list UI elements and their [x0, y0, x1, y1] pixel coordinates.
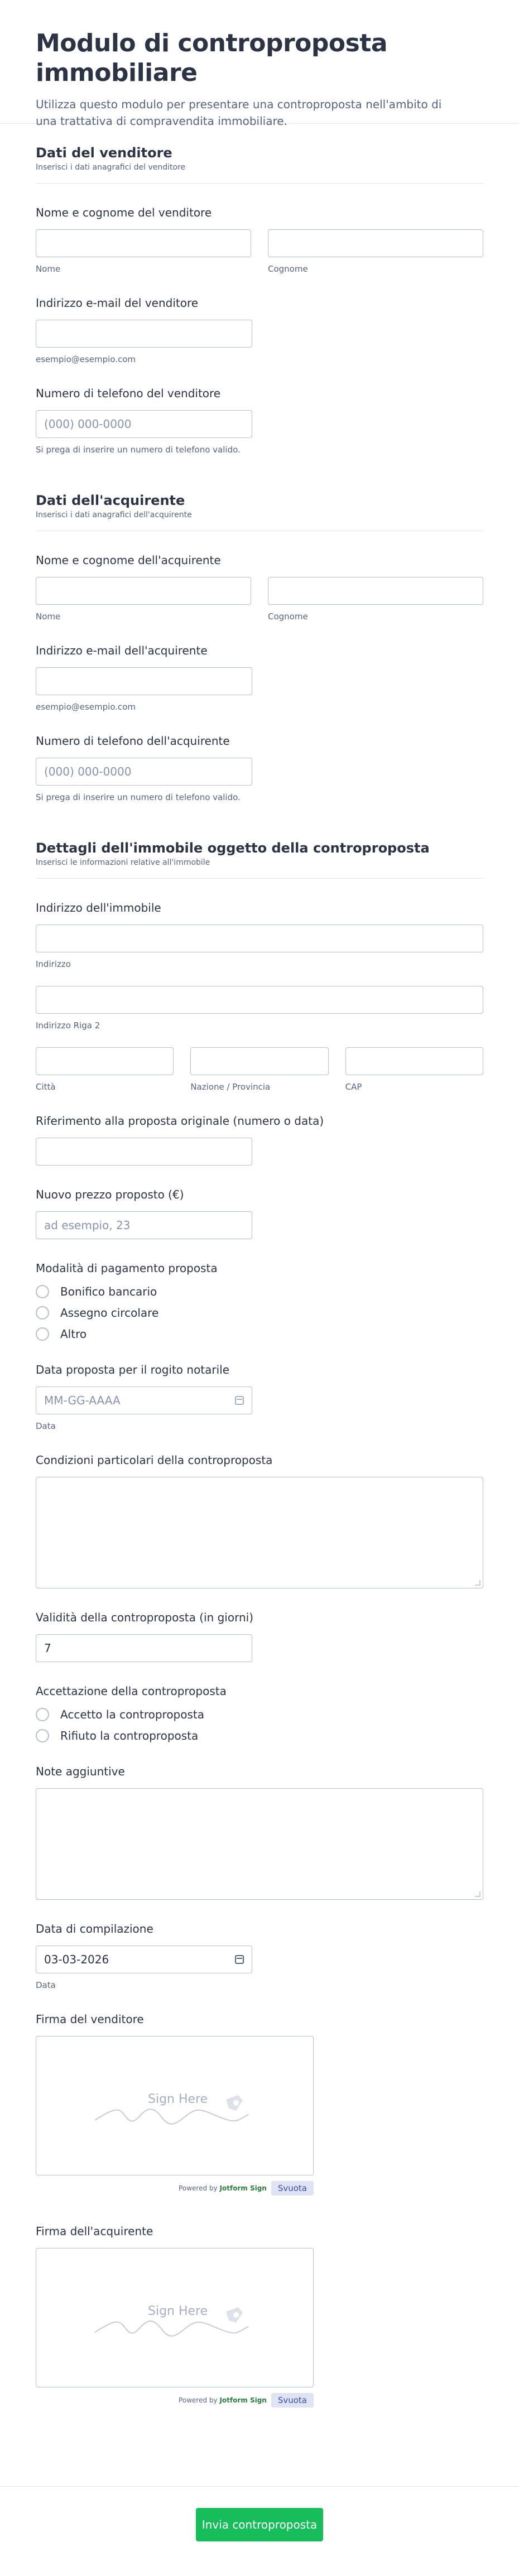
seller-name-label: Nome e cognome del venditore [36, 206, 212, 219]
property-address2-sublabel: Indirizzo Riga 2 [36, 1020, 100, 1031]
new-price-input[interactable]: ad esempio, 23 [36, 1211, 252, 1239]
seller-section-title: Dati del venditore [36, 145, 172, 161]
payment-option-bonifico[interactable] [36, 1285, 483, 1298]
deed-date-placeholder: MM-GG-AAAA [44, 1394, 121, 1407]
buyer-first-name-input[interactable] [36, 577, 251, 605]
conditions-field [36, 1453, 483, 1588]
fill-date-label: Data di compilazione [36, 1922, 153, 1935]
seller-signature-label: Firma del venditore [36, 2012, 144, 2026]
conditions-textarea[interactable] [36, 1477, 483, 1588]
property-state-sublabel: Nazione / Provincia [190, 1082, 271, 1092]
buyer-phone-input[interactable]: (000) 000-0000 [36, 758, 252, 786]
original-ref-input[interactable] [36, 1138, 252, 1166]
submit-button[interactable]: Invia controproposta [196, 2508, 323, 2541]
seller-signature-field [36, 2012, 483, 2195]
property-zip-input[interactable] [345, 1047, 483, 1075]
conditions-label: Condizioni particolari della controproposta [36, 1453, 273, 1467]
property-address-sublabel: Indirizzo [36, 959, 71, 969]
deed-date-field [36, 1363, 483, 1431]
deed-date-sublabel: Data [36, 1421, 56, 1431]
buyer-email-input[interactable] [36, 667, 252, 695]
seller-email-sublabel: esempio@esempio.com [36, 354, 136, 364]
buyer-last-name-sublabel: Cognome [268, 612, 308, 622]
new-price-label: Nuovo prezzo proposto (€) [36, 1188, 184, 1201]
validity-input[interactable]: 7 [36, 1634, 252, 1662]
property-section [36, 802, 483, 2408]
radio-button[interactable] [36, 1729, 49, 1742]
form-description: Utilizza questo modulo per presentare una controproposta nell'ambito di una trattativa di compravendita immobiliare. [36, 97, 442, 128]
radio-label: Rifiuto la controproposta [60, 1729, 199, 1742]
radio-label: Assegno circolare [60, 1306, 159, 1320]
property-city-input[interactable] [36, 1047, 174, 1075]
powered-by: Powered by Jotform Sign [179, 2396, 267, 2404]
buyer-section-title: Dati dell'acquirente [36, 493, 185, 508]
property-city-sublabel: Città [36, 1082, 56, 1092]
fill-date-sublabel: Data [36, 1980, 56, 1990]
radio-button[interactable] [36, 1327, 49, 1341]
seller-name-field [36, 206, 483, 274]
seller-phone-field [36, 387, 483, 455]
form-header [0, 0, 519, 128]
seller-signature-pad[interactable] [36, 2036, 314, 2175]
property-address2-input[interactable] [36, 986, 483, 1014]
radio-button[interactable] [36, 1306, 49, 1320]
sign-here-text: Sign Here [148, 2092, 208, 2106]
notes-field [36, 1765, 483, 1900]
radio-label: Bonifico bancario [60, 1285, 157, 1298]
property-section-subtitle: Inserisci le informazioni relative all'immobile [36, 858, 483, 879]
buyer-signature-label: Firma dell'acquirente [36, 2224, 153, 2238]
seller-first-name-input[interactable] [36, 229, 251, 257]
fill-date-field [36, 1922, 483, 1990]
original-ref-field [36, 1114, 483, 1166]
buyer-email-field [36, 644, 483, 712]
payment-method-field [36, 1261, 483, 1341]
seller-email-input[interactable] [36, 320, 252, 348]
seller-last-name-sublabel: Cognome [268, 264, 308, 274]
buyer-phone-label: Numero di telefono dell'acquirente [36, 734, 230, 748]
fill-date-input[interactable] [36, 1946, 252, 1973]
seller-phone-input[interactable]: (000) 000-0000 [36, 410, 252, 438]
buyer-signature-clear-button[interactable]: Svuota [271, 2393, 314, 2408]
buyer-email-label: Indirizzo e-mail dell'acquirente [36, 644, 208, 657]
notes-label: Note aggiuntive [36, 1765, 125, 1778]
seller-email-field [36, 296, 483, 364]
buyer-phone-field [36, 734, 483, 802]
seller-phone-sublabel: Si prega di inserire un numero di telefono valido. [36, 445, 241, 455]
payment-option-assegno[interactable] [36, 1306, 483, 1320]
buyer-first-name-sublabel: Nome [36, 612, 61, 622]
seller-last-name-input[interactable] [268, 229, 483, 257]
validity-field [36, 1611, 483, 1662]
seller-section-subtitle: Inserisci i dati anagrafici del venditore [36, 163, 483, 184]
buyer-section [36, 455, 483, 802]
property-state-input[interactable] [190, 1047, 328, 1075]
seller-signature-footer [36, 2181, 314, 2195]
buyer-name-label: Nome e cognome dell'acquirente [36, 553, 221, 567]
calendar-icon[interactable] [235, 1955, 244, 1964]
fill-date-value: 03-03-2026 [44, 1953, 109, 1966]
buyer-phone-sublabel: Si prega di inserire un numero di telefono valido. [36, 792, 241, 802]
payment-option-altro[interactable] [36, 1327, 483, 1341]
form-title: Modulo di controproposta immobiliare [36, 29, 388, 87]
resize-grip-icon[interactable] [475, 1580, 480, 1586]
powered-by: Powered by Jotform Sign [179, 2184, 267, 2192]
acceptance-label: Accettazione della controproposta [36, 1684, 227, 1698]
form-content [0, 124, 519, 2408]
seller-section [36, 124, 483, 455]
radio-button[interactable] [36, 1708, 49, 1721]
payment-method-label: Modalità di pagamento proposta [36, 1261, 218, 1275]
buyer-email-sublabel: esempio@esempio.com [36, 702, 136, 712]
property-zip-sublabel: CAP [345, 1082, 362, 1092]
deed-date-label: Data proposta per il rogito notarile [36, 1363, 230, 1376]
resize-grip-icon[interactable] [475, 1891, 480, 1897]
buyer-signature-field [36, 2224, 483, 2408]
acceptance-option-accept[interactable] [36, 1708, 483, 1721]
buyer-last-name-input[interactable] [268, 577, 483, 605]
calendar-icon[interactable] [235, 1396, 244, 1405]
deed-date-input[interactable] [36, 1386, 252, 1414]
original-ref-label: Riferimento alla proposta originale (numero o data) [36, 1114, 324, 1128]
property-address-field [36, 901, 483, 1092]
acceptance-field [36, 1684, 483, 1742]
radio-label: Altro [60, 1327, 87, 1341]
property-address-input[interactable] [36, 925, 483, 952]
acceptance-option-reject[interactable] [36, 1729, 483, 1742]
seller-first-name-sublabel: Nome [36, 264, 61, 274]
radio-button[interactable] [36, 1285, 49, 1298]
buyer-name-field [36, 553, 483, 622]
sign-here-text: Sign Here [148, 2304, 208, 2318]
form-footer [0, 2486, 519, 2541]
property-address-label: Indirizzo dell'immobile [36, 901, 161, 914]
notes-textarea[interactable] [36, 1788, 483, 1900]
validity-label: Validità della controproposta (in giorni) [36, 1611, 254, 1624]
buyer-signature-footer [36, 2393, 314, 2408]
seller-signature-clear-button[interactable]: Svuota [271, 2181, 314, 2195]
seller-phone-label: Numero di telefono del venditore [36, 387, 221, 400]
property-section-title: Dettagli dell'immobile oggetto della controproposta [36, 840, 430, 856]
new-price-field [36, 1188, 483, 1239]
radio-label: Accetto la controproposta [60, 1708, 205, 1721]
buyer-section-subtitle: Inserisci i dati anagrafici dell'acquirente [36, 511, 483, 531]
buyer-signature-pad[interactable] [36, 2248, 314, 2387]
seller-email-label: Indirizzo e-mail del venditore [36, 296, 199, 310]
